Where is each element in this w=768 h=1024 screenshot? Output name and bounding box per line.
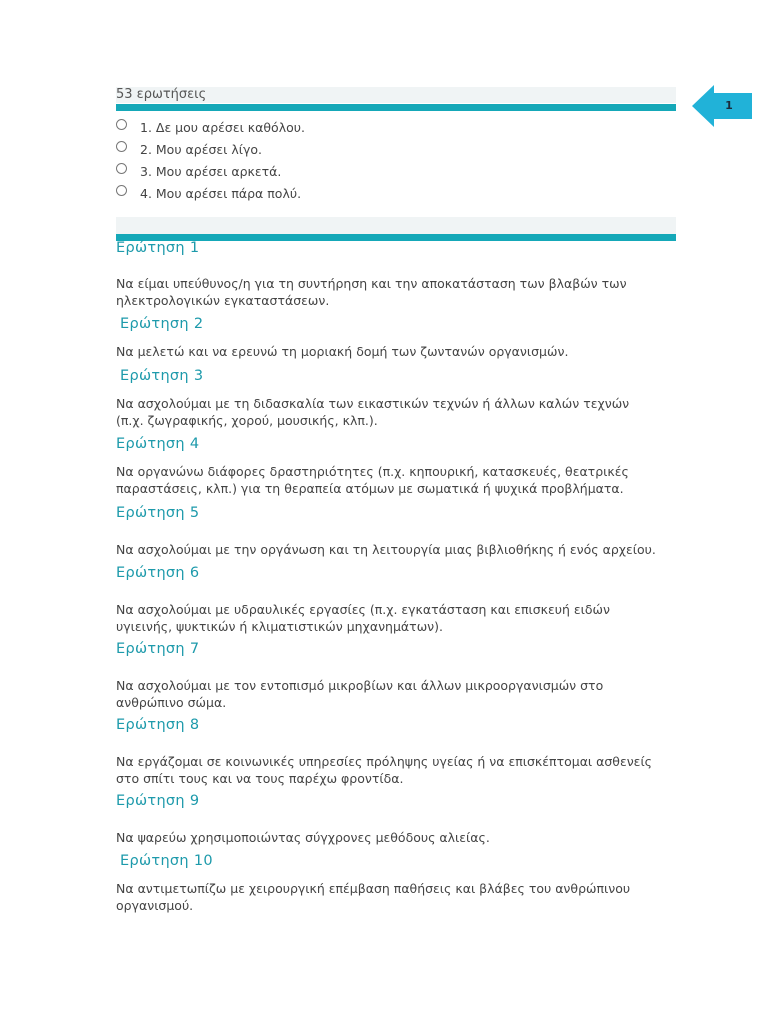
option-1[interactable] bbox=[116, 116, 676, 138]
option-3[interactable] bbox=[116, 160, 676, 182]
question-8-text: Να εργάζομαι σε κοινωνικές υπηρεσίες πρόληψης υγείας ή να επισκέπτομαι ασθενείς στο σπίτι τους και να τους παρέχω φροντίδα. bbox=[116, 754, 653, 786]
radio-icon[interactable] bbox=[116, 141, 127, 152]
option-label: 2. Μου αρέσει λίγο. bbox=[140, 141, 262, 157]
question-7-text: Να ασχολούμαι με τον εντοπισμό μικροβίων και άλλων μικροοργανισμών στο ανθρώπινο σώμα. bbox=[116, 678, 604, 710]
section-divider bbox=[116, 234, 676, 241]
question-4-text: Να οργανώνω διάφορες δραστηριότητες (π.χ. κηπουρική, κατασκευές, θεατρικές παραστάσεις, κλπ.) για τη θεραπεία ατόμων με σωματικά ή ψυχικά προβλήματα. bbox=[116, 464, 629, 496]
page-number: 1 bbox=[725, 99, 733, 112]
question-2-text: Να μελετώ και να ερευνώ τη μοριακή δομή των ζωντανών οργανισμών. bbox=[116, 344, 569, 359]
question-7-title: Ερώτηση 7 bbox=[116, 641, 200, 657]
question-9-title: Ερώτηση 9 bbox=[116, 793, 200, 809]
page-title: 53 ερωτήσεις bbox=[116, 87, 207, 102]
question-5-text: Να ασχολούμαι με την οργάνωση και τη λειτουργία μιας βιβλιοθήκης ή ενός αρχείου. bbox=[116, 542, 656, 557]
option-label: 1. Δε μου αρέσει καθόλου. bbox=[140, 119, 305, 135]
option-label: 3. Μου αρέσει αρκετά. bbox=[140, 163, 282, 179]
section-bar bbox=[116, 217, 676, 234]
page-number-arrow[interactable] bbox=[692, 85, 752, 127]
question-1-text: Να είμαι υπεύθυνος/η για τη συντήρηση και την αποκατάσταση των βλαβών των ηλεκτρολογικών εγκαταστάσεων. bbox=[116, 276, 627, 308]
question-6-text: Να ασχολούμαι με υδραυλικές εργασίες (π.χ. εγκατάσταση και επισκευή ειδών υγιεινής, ψυκτικών ή κλιματιστικών μηχανημάτων). bbox=[116, 602, 611, 634]
option-2[interactable] bbox=[116, 138, 676, 160]
header-divider bbox=[116, 104, 676, 111]
question-2-title: Ερώτηση 2 bbox=[120, 316, 204, 332]
question-9-text: Να ψαρεύω χρησιμοποιώντας σύγχρονες μεθόδους αλιείας. bbox=[116, 830, 490, 845]
question-10-title: Ερώτηση 10 bbox=[120, 853, 213, 869]
question-8-title: Ερώτηση 8 bbox=[116, 717, 200, 733]
radio-icon[interactable] bbox=[116, 163, 127, 174]
question-4-title: Ερώτηση 4 bbox=[116, 436, 200, 452]
option-label: 4. Μου αρέσει πάρα πολύ. bbox=[140, 185, 302, 201]
answer-options bbox=[116, 116, 676, 204]
question-3-text: Να ασχολούμαι με τη διδασκαλία των εικαστικών τεχνών ή άλλων καλών τεχνών (π.χ. ζωγραφικής, χορού, μουσικής, κλπ.). bbox=[116, 396, 630, 428]
question-5-title: Ερώτηση 5 bbox=[116, 505, 200, 521]
radio-icon[interactable] bbox=[116, 119, 127, 130]
option-4[interactable] bbox=[116, 182, 676, 204]
question-6-title: Ερώτηση 6 bbox=[116, 565, 200, 581]
question-10-text: Να αντιμετωπίζω με χειρουργική επέμβαση παθήσεις και βλάβες του ανθρώπινου οργανισμού. bbox=[116, 881, 631, 913]
question-1-title: Ερώτηση 1 bbox=[116, 240, 200, 256]
radio-icon[interactable] bbox=[116, 185, 127, 196]
question-3-title: Ερώτηση 3 bbox=[120, 368, 204, 384]
